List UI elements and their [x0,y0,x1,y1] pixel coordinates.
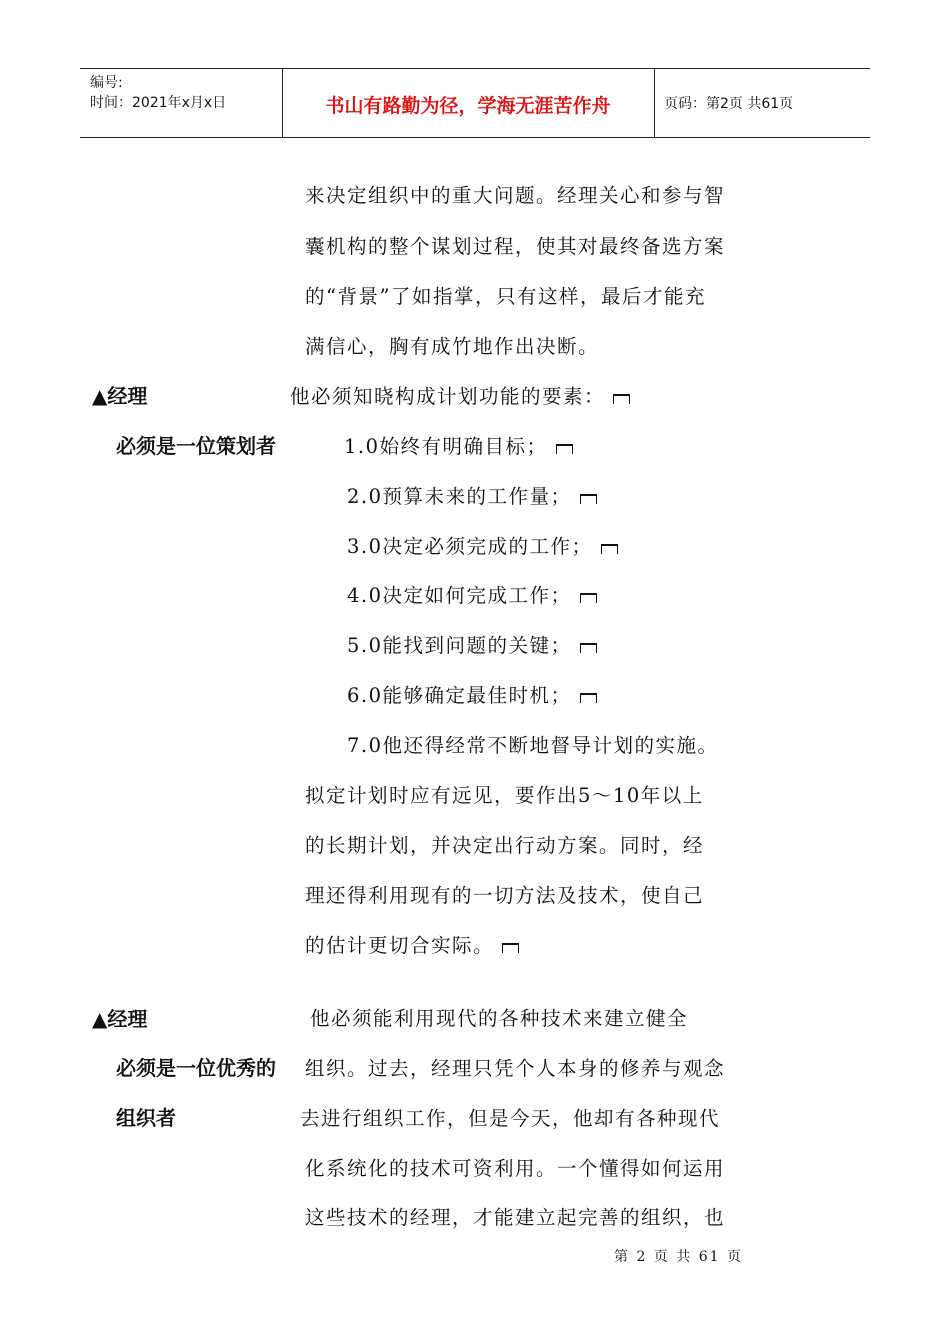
section2-body-line: 化系统化的技术可资利用。一个懂得如何运用 [305,1157,726,1180]
paragraph-mark-icon [580,593,597,603]
section2-body-line: 组织。过去，经理只凭个人本身的修养与观念 [305,1057,726,1080]
paragraph-mark-icon [613,394,630,404]
section1-body-line: 的长期计划，并决定出行动方案。同时，经 [305,834,705,857]
section1-body-line: 的估计更切合实际。 [305,930,519,958]
section1-title: ▲经理 [92,384,148,408]
list-item: 3.0决定必须完成的工作； [347,531,618,559]
section2-subtitle: 必须是一位优秀的 [116,1056,276,1080]
paragraph-mark-icon [502,943,519,953]
page-header [80,68,870,138]
section2-body-line: 他必须能利用现代的各种技术来建立健全 [310,1007,689,1030]
list-item: 2.0预算未来的工作量； [347,481,597,509]
section2-subtitle-cont: 组织者 [116,1106,176,1130]
header-motto: 书山有路勤为径，学海无涯苦作舟 [325,95,611,117]
list-item: 7.0他还得经常不断地督导计划的实施。 [347,734,719,757]
header-meta [90,73,226,113]
paragraph-mark-icon [580,693,597,703]
section1-body-line: 拟定计划时应有远见，要作出5～10年以上 [305,784,704,807]
paragraph-mark-icon [556,444,573,454]
list-item: 4.0决定如何完成工作； [347,580,597,608]
paragraph-mark-icon [601,544,618,554]
list-item: 6.0能够确定最佳时机； [347,680,597,708]
serial-label: 编号: [90,75,123,91]
section1-subtitle: 必须是一位策划者 [116,434,276,458]
section2-body-line: 去进行组织工作，但是今天，他却有各种现代 [300,1107,721,1130]
intro-line: 满信心，胸有成竹地作出决断。 [305,335,600,358]
section2-body-line: 这些技术的经理，才能建立起完善的组织，也 [305,1206,726,1229]
time-label: 时间：2021年x月x日 [90,95,227,111]
header-divider [654,69,655,137]
list-item: 1.0始终有明确目标； [344,431,573,459]
intro-line: 囊机构的整个谋划过程，使其对最终备选方案 [305,235,726,258]
section1-body-line: 理还得利用现有的一切方法及技术，使自己 [305,884,705,907]
header-page-info: 页码：第2页 共61页 [664,96,794,112]
list-item: 5.0能找到问题的关键； [347,630,597,658]
section1-lead: 他必须知晓构成计划功能的要素： [290,381,630,409]
intro-line: 来决定组织中的重大问题。经理关心和参与智 [305,184,726,207]
intro-line: 的“背景”了如指掌，只有这样，最后才能充 [305,285,706,308]
paragraph-mark-icon [580,643,597,653]
section2-title: ▲经理 [92,1007,148,1031]
paragraph-mark-icon [580,494,597,504]
page-footer: 第 2 页 共 61 页 [614,1249,743,1265]
